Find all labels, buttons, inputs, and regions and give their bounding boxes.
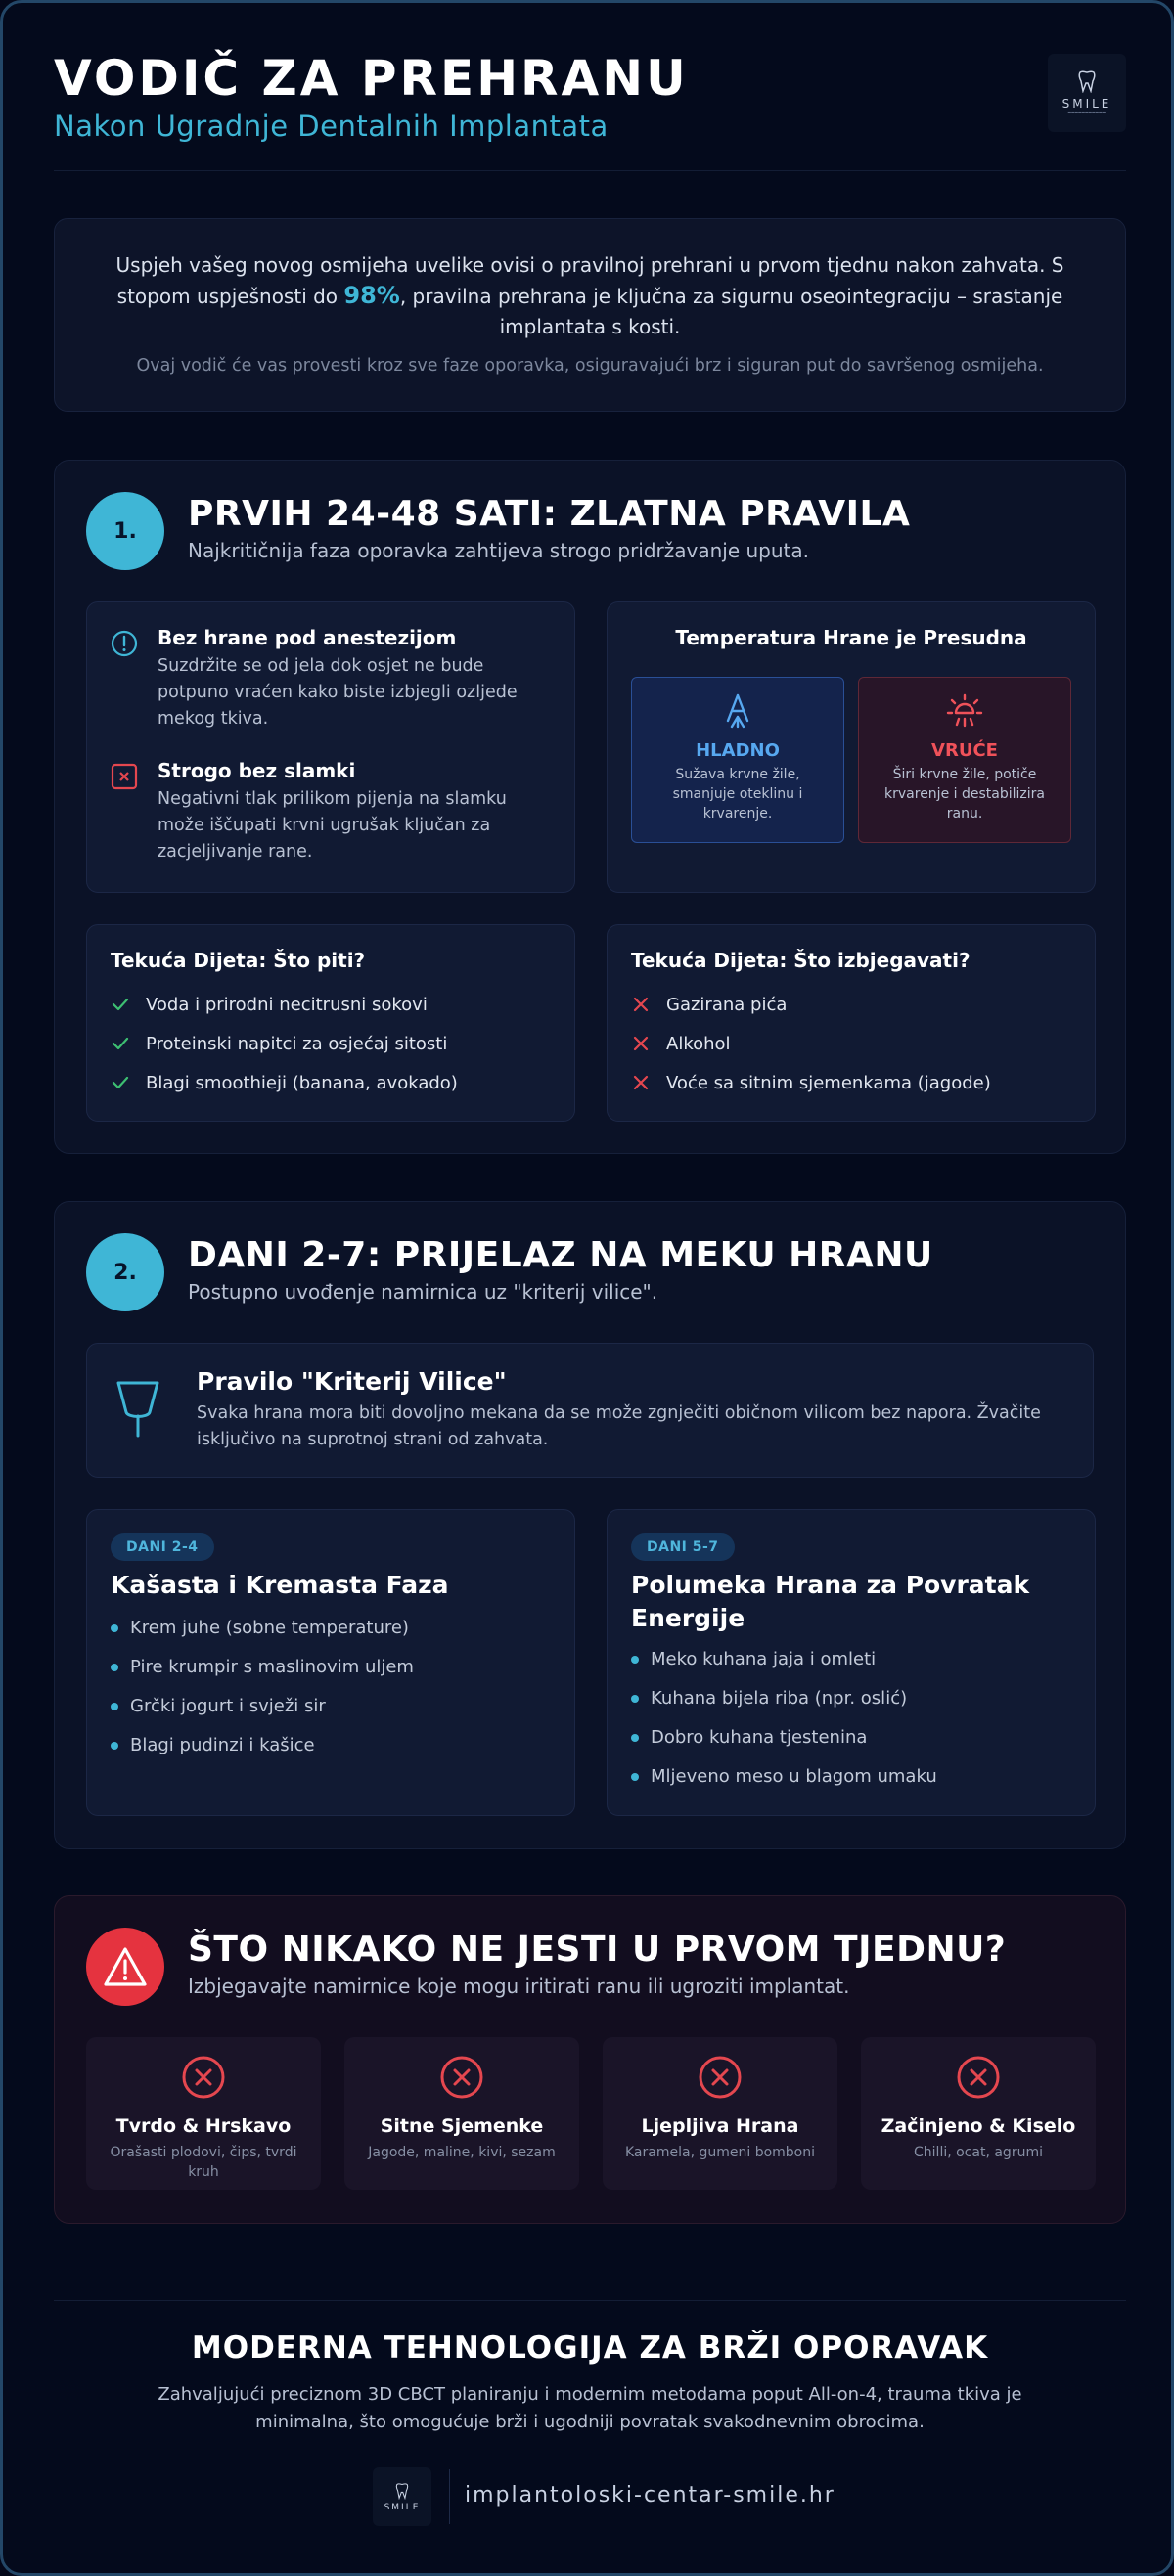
logo-text: SMILE [1061, 97, 1112, 111]
section-subtitle: Izbjegavajte namirnice koje mogu iritirati ranu ili ugroziti implantat. [188, 1975, 850, 1998]
fork-rule-title: Pravilo "Kriterij Vilice" [197, 1367, 507, 1396]
cold-card [631, 677, 844, 843]
cold-label: HLADNO [696, 740, 780, 761]
list-item-text: Proteinski napitci za osjećaj sitosti [146, 1033, 448, 1054]
check-icon [111, 995, 130, 1014]
snowflake-icon [720, 691, 755, 731]
section-number: 2. [86, 1233, 164, 1311]
bullet-icon [631, 1695, 639, 1703]
phase-title: Polumeka Hrana za Povratak Energije [631, 1571, 1030, 1632]
rule-desc: Suzdržite se od jela dok osjet ne bude potpuno vraćen kako biste izbjegli ozljede mekog tkiva. [158, 656, 518, 729]
logo-text: SMILE [384, 2502, 421, 2512]
drink-title: Tekuća Dijeta: Što piti? [111, 949, 366, 972]
intro-text-part: Uspjeh vašeg novog osmijeha uvelike ovisi o pravilnoj prehrani u prvom tjednu nakon zahvata. S stopom uspješnosti do [115, 253, 1064, 308]
rule-title: Bez hrane pod anestezijom [158, 626, 457, 649]
rule-desc: Negativni tlak prilikom pijenja na slamku može iščupati krvni ugrušak ključan za zacjeljivanje rane. [158, 789, 507, 862]
section-subtitle: Postupno uvođenje namirnica uz "kriterij vilice". [188, 1280, 658, 1304]
success-rate: 98% [343, 282, 400, 309]
footer-title: MODERNA TEHNOLOGIJA ZA BRŽI OPORAVAK [191, 2331, 989, 2366]
x-icon [631, 1073, 651, 1092]
x-icon [631, 1034, 651, 1053]
forbidden-card [344, 2037, 579, 2190]
bullet-icon [631, 1656, 639, 1664]
list-item [111, 1031, 447, 1056]
list-item-text: Krem juhe (sobne temperature) [130, 1618, 409, 1638]
section-forbidden-foods [54, 1895, 1126, 2224]
temperature-title: Temperatura Hrane je Presudna [675, 626, 1027, 649]
list-item-text: Dobro kuhana tjestenina [651, 1727, 868, 1748]
list-item-text: Meko kuhana jaja i omleti [651, 1649, 877, 1669]
rules-box [86, 601, 575, 893]
sun-icon [945, 691, 984, 731]
list-item [631, 1070, 991, 1095]
intro-text [94, 250, 1086, 342]
hot-card [858, 677, 1071, 843]
footer-desc: Zahvaljujući preciznom 3D CBCT planiranju i modernim metodama poput All-on-4, trauma tkiva je minimalna, što omogućuje brži i ugodniji povratak svakodnevnim obrocima. [158, 2384, 1022, 2432]
intro-note: Ovaj vodič će vas provesti kroz sve faze oporavka, osiguravajući brz i siguran put do savršenog osmijeha. [136, 356, 1044, 376]
list-item-text: Pire krumpir s maslinovim uljem [130, 1657, 414, 1677]
avoid-drinks-title: Tekuća Dijeta: Što izbjegavati? [631, 949, 971, 972]
bullet-icon [111, 1624, 118, 1632]
forbidden-card-desc: Karamela, gumeni bomboni [625, 2145, 815, 2160]
fork-icon [114, 1379, 161, 1440]
rule-title: Strogo bez slamki [158, 759, 356, 782]
intro-card [54, 218, 1126, 412]
list-item-text: Mljeveno meso u blagom umaku [651, 1766, 937, 1787]
hot-desc: Širi krvne žile, potiče krvarenje i destabilizira ranu. [884, 767, 1045, 822]
section-number: 1. [86, 492, 164, 570]
header [54, 48, 1126, 171]
list-item [631, 992, 787, 1017]
list-item [111, 992, 428, 1017]
bullet-icon [111, 1664, 118, 1671]
list-item-text: Blagi pudinzi i kašice [130, 1735, 315, 1755]
tooth-icon [1076, 69, 1098, 93]
list-item [631, 1727, 867, 1748]
avoid-drinks-box [607, 924, 1096, 1122]
bullet-icon [111, 1742, 118, 1750]
footer-separator [449, 2469, 450, 2524]
list-item-text: Kuhana bijela riba (npr. oslić) [651, 1688, 908, 1709]
list-item-text: Gazirana pića [666, 994, 788, 1015]
forbidden-card-title: Sitne Sjemenke [380, 2115, 544, 2137]
list-item [631, 1688, 907, 1709]
check-icon [111, 1073, 130, 1092]
forbidden-card-title: Ljepljiva Hrana [641, 2115, 799, 2137]
page-subtitle: Nakon Ugradnje Dentalnih Implantata [54, 110, 609, 143]
section-title: DANI 2-7: PRIJELAZ NA MEKU HRANU [188, 1235, 933, 1275]
x-circle-icon [439, 2055, 484, 2100]
cold-desc: Sužava krvne žile, smanjuje oteklinu i krvarenje. [672, 767, 803, 822]
x-square-icon [111, 763, 138, 790]
x-circle-icon [956, 2055, 1001, 2100]
alert-circle-icon [111, 630, 138, 657]
forbidden-card-title: Začinjeno & Kiselo [880, 2115, 1076, 2137]
fork-rule-desc: Svaka hrana mora biti dovoljno mekana da se može zgnječiti običnom vilicom bez napora. Žvačite isključivo na suprotnoj strani od zahvata. [197, 1403, 1041, 1449]
bullet-icon [631, 1773, 639, 1781]
warning-triangle-icon [102, 1945, 149, 1988]
x-icon [631, 995, 651, 1014]
temperature-box [607, 601, 1096, 893]
tooth-icon [394, 2482, 410, 2500]
bullet-icon [631, 1734, 639, 1742]
hot-label: VRUĆE [931, 740, 998, 761]
section-subtitle: Najkritičnija faza oporavka zahtijeva strogo pridržavanje uputa. [188, 539, 810, 562]
phase-card [607, 1509, 1096, 1816]
warning-badge [86, 1928, 164, 2006]
section-title: ŠTO NIKAKO NE JESTI U PRVOM TJEDNU? [188, 1930, 1007, 1970]
footer-divider [54, 2300, 1126, 2301]
phase-badge: DANI 2-4 [111, 1533, 214, 1561]
intro-text-part: , pravilna prehrana je ključna za sigurnu oseointegraciju – srastanje implantata s kosti. [399, 285, 1063, 338]
list-item [111, 1618, 409, 1638]
list-item-text: Blagi smoothieji (banana, avokado) [146, 1072, 458, 1093]
forbidden-card-title: Tvrdo & Hrskavo [115, 2115, 292, 2137]
website-link[interactable]: implantoloski-centar-smile.hr [465, 2483, 835, 2508]
section-first-48-hours [54, 460, 1126, 1154]
list-item [631, 1649, 876, 1669]
x-circle-icon [698, 2055, 743, 2100]
logo-subtext: ━━━━━━━━━━━ [1067, 111, 1106, 116]
list-item-text: Voda i prirodni necitrusni sokovi [146, 994, 428, 1015]
bullet-icon [111, 1703, 118, 1710]
page-title: VODIČ ZA PREHRANU [54, 50, 689, 107]
drink-box [86, 924, 575, 1122]
section-title: PRVIH 24-48 SATI: ZLATNA PRAVILA [188, 494, 911, 534]
forbidden-card-desc: Orašasti plodovi, čips, tvrdi kruh [110, 2145, 297, 2180]
phase-card [86, 1509, 575, 1816]
fork-rule-box [86, 1343, 1094, 1478]
forbidden-card-desc: Jagode, maline, kivi, sezam [368, 2145, 556, 2160]
section-days-2-7 [54, 1201, 1126, 1849]
list-item-text: Voće sa sitnim sjemenkama (jagode) [666, 1072, 991, 1093]
phase-badge: DANI 5-7 [631, 1533, 735, 1561]
list-item [111, 1657, 414, 1677]
forbidden-card [861, 2037, 1096, 2190]
x-circle-icon [181, 2055, 226, 2100]
list-item [111, 1070, 458, 1095]
phase-title: Kašasta i Kremasta Faza [111, 1571, 449, 1599]
list-item [111, 1696, 326, 1716]
logo [1048, 54, 1126, 132]
check-icon [111, 1034, 130, 1053]
list-item-text: Alkohol [666, 1033, 731, 1054]
forbidden-card [603, 2037, 837, 2190]
footer-logo [373, 2467, 431, 2526]
list-item [631, 1031, 731, 1056]
list-item [631, 1766, 937, 1787]
list-item [111, 1735, 315, 1755]
list-item-text: Grčki jogurt i svježi sir [130, 1696, 326, 1716]
forbidden-card [86, 2037, 321, 2190]
forbidden-card-desc: Chilli, ocat, agrumi [914, 2145, 1043, 2160]
